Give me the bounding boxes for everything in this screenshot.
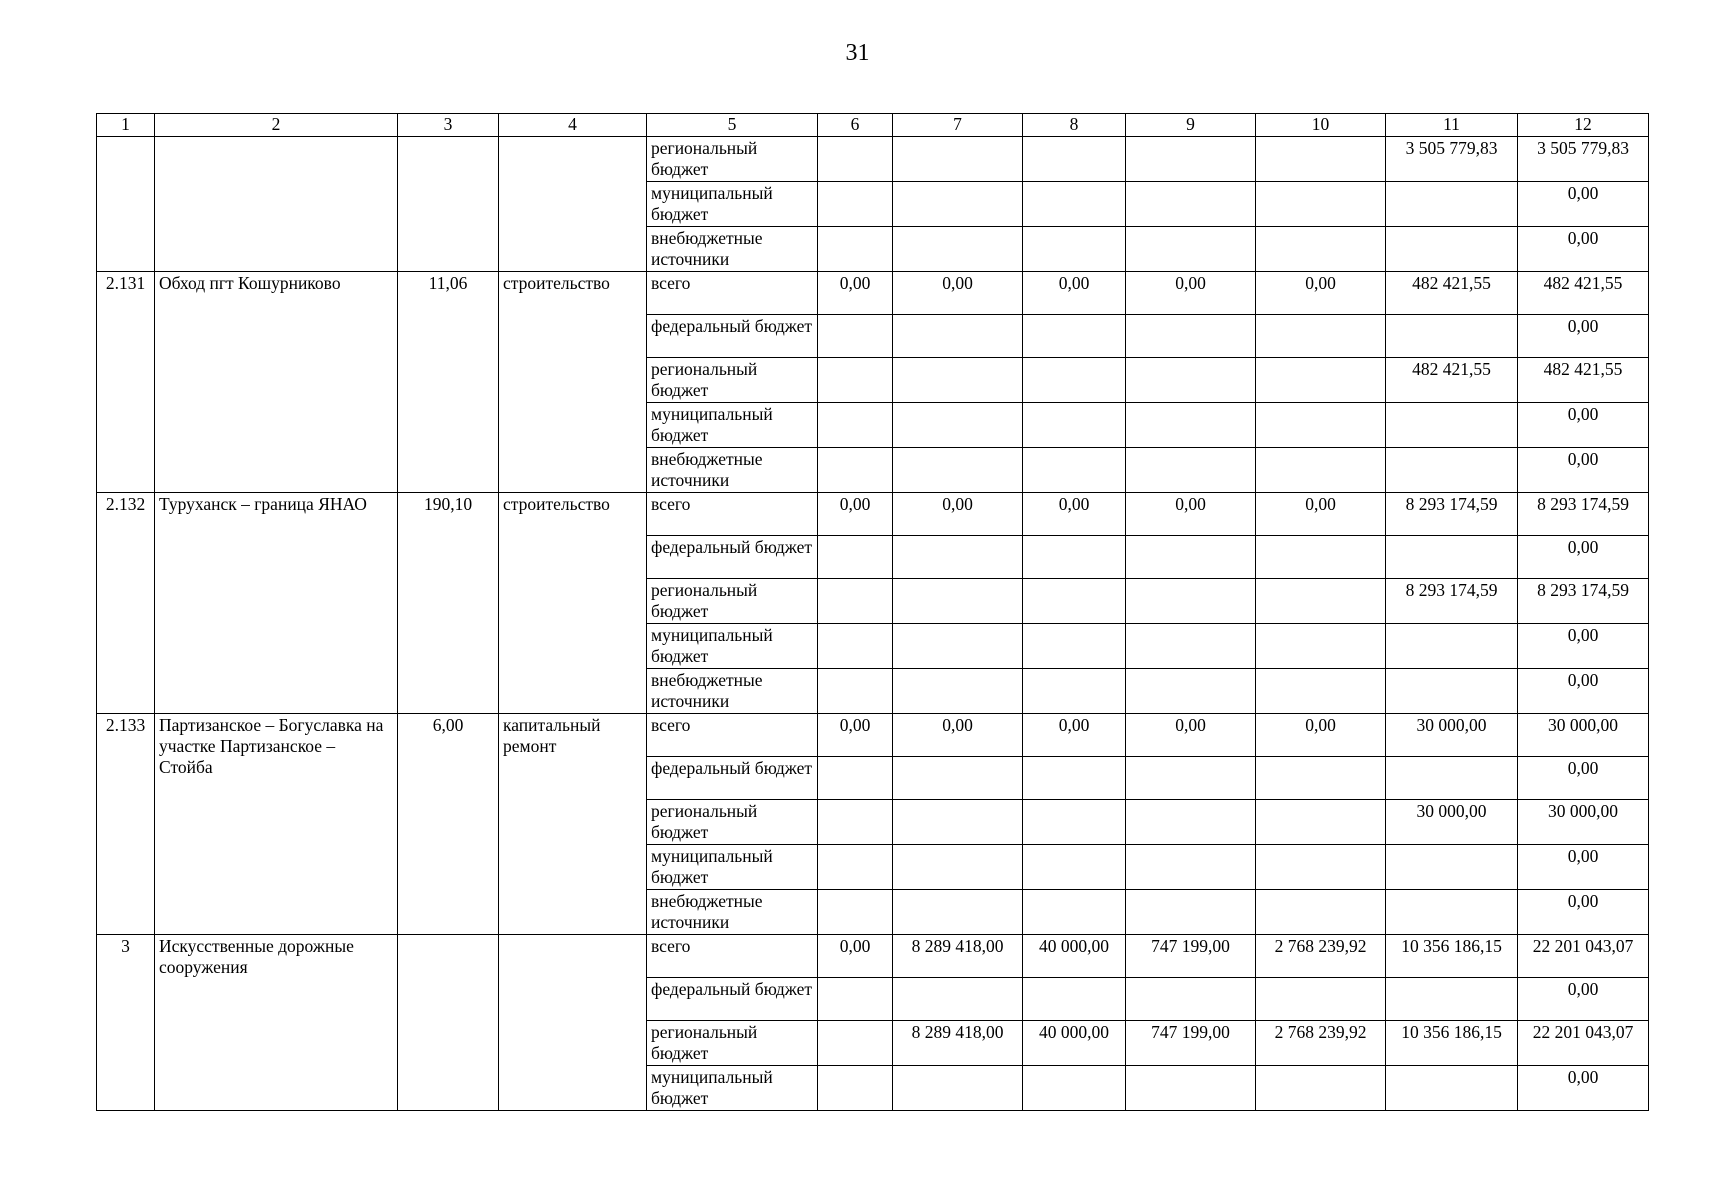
amount-cell-11: 482 421,55: [1386, 358, 1518, 403]
column-header: 8: [1023, 114, 1126, 137]
funding-source-cell: федеральный бюджет: [647, 757, 818, 800]
amount-cell-8: [1023, 624, 1126, 669]
amount-cell-10: [1256, 579, 1386, 624]
funding-source-cell: муниципальный бюджет: [647, 624, 818, 669]
funding-source-cell: внебюджетные источники: [647, 669, 818, 714]
amount-cell-12: 0,00: [1518, 536, 1649, 579]
amount-cell-11: 10 356 186,15: [1386, 1021, 1518, 1066]
amount-cell-11: [1386, 890, 1518, 935]
amount-cell-9: 0,00: [1126, 714, 1256, 757]
amount-cell-9: 0,00: [1126, 272, 1256, 315]
funding-source-cell: региональный бюджет: [647, 579, 818, 624]
amount-cell-12: 0,00: [1518, 890, 1649, 935]
amount-cell-11: [1386, 403, 1518, 448]
object-name-cell: Партизанское – Богуславка на участке Партизанское – Стойба: [155, 714, 398, 935]
amount-cell-7: [893, 1066, 1023, 1111]
amount-cell-6: [818, 358, 893, 403]
amount-cell-6: [818, 315, 893, 358]
amount-cell-11: [1386, 1066, 1518, 1111]
amount-cell-12: 8 293 174,59: [1518, 493, 1649, 536]
amount-cell-12: 22 201 043,07: [1518, 935, 1649, 978]
amount-cell-9: [1126, 845, 1256, 890]
amount-cell-6: [818, 579, 893, 624]
amount-cell-12: 0,00: [1518, 845, 1649, 890]
amount-cell-6: [818, 624, 893, 669]
funding-source-cell: муниципальный бюджет: [647, 182, 818, 227]
amount-cell-11: [1386, 536, 1518, 579]
length-cell: 190,10: [398, 493, 499, 714]
work-type-cell: строительство: [499, 272, 647, 493]
amount-cell-10: [1256, 137, 1386, 182]
funding-source-cell: региональный бюджет: [647, 137, 818, 182]
work-type-cell: [499, 935, 647, 1111]
amount-cell-7: [893, 536, 1023, 579]
amount-cell-11: 8 293 174,59: [1386, 579, 1518, 624]
amount-cell-8: [1023, 182, 1126, 227]
amount-cell-8: [1023, 358, 1126, 403]
amount-cell-9: [1126, 182, 1256, 227]
amount-cell-6: [818, 1021, 893, 1066]
item-number-cell: 3: [97, 935, 155, 1111]
length-cell: 11,06: [398, 272, 499, 493]
length-cell: [398, 935, 499, 1111]
column-header: 11: [1386, 114, 1518, 137]
amount-cell-7: [893, 757, 1023, 800]
amount-cell-10: 0,00: [1256, 493, 1386, 536]
amount-cell-8: [1023, 757, 1126, 800]
amount-cell-12: 0,00: [1518, 669, 1649, 714]
amount-cell-10: [1256, 315, 1386, 358]
amount-cell-8: 40 000,00: [1023, 935, 1126, 978]
amount-cell-11: [1386, 845, 1518, 890]
page-number: 31: [845, 40, 870, 66]
amount-cell-8: [1023, 845, 1126, 890]
column-header: 6: [818, 114, 893, 137]
amount-cell-11: 30 000,00: [1386, 800, 1518, 845]
amount-cell-12: 30 000,00: [1518, 714, 1649, 757]
amount-cell-7: 0,00: [893, 493, 1023, 536]
amount-cell-10: [1256, 978, 1386, 1021]
amount-cell-6: [818, 137, 893, 182]
amount-cell-7: [893, 624, 1023, 669]
amount-cell-9: [1126, 978, 1256, 1021]
amount-cell-7: [893, 978, 1023, 1021]
amount-cell-8: [1023, 579, 1126, 624]
amount-cell-7: [893, 403, 1023, 448]
funding-source-cell: всего: [647, 935, 818, 978]
amount-cell-10: 2 768 239,92: [1256, 1021, 1386, 1066]
amount-cell-8: 0,00: [1023, 493, 1126, 536]
amount-cell-8: [1023, 227, 1126, 272]
funding-source-cell: региональный бюджет: [647, 358, 818, 403]
amount-cell-10: [1256, 845, 1386, 890]
funding-source-cell: муниципальный бюджет: [647, 1066, 818, 1111]
amount-cell-10: 0,00: [1256, 714, 1386, 757]
object-name-cell: Обход пгт Кошурниково: [155, 272, 398, 493]
amount-cell-8: 0,00: [1023, 272, 1126, 315]
amount-cell-12: 0,00: [1518, 448, 1649, 493]
amount-cell-12: 30 000,00: [1518, 800, 1649, 845]
amount-cell-11: [1386, 757, 1518, 800]
column-number-row: [97, 114, 1649, 137]
amount-cell-12: 3 505 779,83: [1518, 137, 1649, 182]
amount-cell-9: [1126, 358, 1256, 403]
amount-cell-9: 0,00: [1126, 493, 1256, 536]
amount-cell-11: [1386, 669, 1518, 714]
amount-cell-8: [1023, 800, 1126, 845]
amount-cell-12: 0,00: [1518, 757, 1649, 800]
column-header: 3: [398, 114, 499, 137]
table-row: [97, 714, 1649, 757]
funding-source-cell: федеральный бюджет: [647, 978, 818, 1021]
amount-cell-10: [1256, 1066, 1386, 1111]
amount-cell-8: [1023, 978, 1126, 1021]
amount-cell-12: 0,00: [1518, 182, 1649, 227]
amount-cell-8: [1023, 403, 1126, 448]
amount-cell-6: [818, 403, 893, 448]
funding-source-cell: федеральный бюджет: [647, 315, 818, 358]
amount-cell-7: [893, 315, 1023, 358]
amount-cell-12: 482 421,55: [1518, 358, 1649, 403]
amount-cell-11: [1386, 624, 1518, 669]
amount-cell-6: [818, 182, 893, 227]
amount-cell-7: [893, 137, 1023, 182]
amount-cell-8: 40 000,00: [1023, 1021, 1126, 1066]
amount-cell-9: [1126, 137, 1256, 182]
table-row: [97, 272, 1649, 315]
amount-cell-6: [818, 669, 893, 714]
funding-source-cell: муниципальный бюджет: [647, 403, 818, 448]
budget-table: [96, 113, 1649, 1111]
item-number-cell: 2.133: [97, 714, 155, 935]
column-header: 1: [97, 114, 155, 137]
amount-cell-10: [1256, 890, 1386, 935]
table-row: [97, 493, 1649, 536]
amount-cell-6: [818, 536, 893, 579]
amount-cell-12: 0,00: [1518, 227, 1649, 272]
length-cell: 6,00: [398, 714, 499, 935]
amount-cell-6: 0,00: [818, 493, 893, 536]
amount-cell-6: [818, 800, 893, 845]
amount-cell-9: [1126, 227, 1256, 272]
amount-cell-7: [893, 227, 1023, 272]
amount-cell-10: [1256, 227, 1386, 272]
amount-cell-12: 482 421,55: [1518, 272, 1649, 315]
amount-cell-8: [1023, 669, 1126, 714]
work-type-cell: строительство: [499, 493, 647, 714]
amount-cell-10: [1256, 182, 1386, 227]
object-name-cell: Искусственные дорожные сооружения: [155, 935, 398, 1111]
amount-cell-8: [1023, 536, 1126, 579]
amount-cell-7: [893, 358, 1023, 403]
amount-cell-6: [818, 448, 893, 493]
amount-cell-8: [1023, 890, 1126, 935]
table-row: [97, 137, 1649, 182]
column-header: 10: [1256, 114, 1386, 137]
amount-cell-12: 0,00: [1518, 315, 1649, 358]
funding-source-cell: всего: [647, 272, 818, 315]
column-header: 12: [1518, 114, 1649, 137]
amount-cell-10: [1256, 448, 1386, 493]
funding-source-cell: внебюджетные источники: [647, 890, 818, 935]
amount-cell-8: [1023, 448, 1126, 493]
amount-cell-6: [818, 227, 893, 272]
item-number-cell: [97, 137, 155, 272]
amount-cell-6: 0,00: [818, 272, 893, 315]
column-header: 7: [893, 114, 1023, 137]
amount-cell-7: 0,00: [893, 272, 1023, 315]
amount-cell-9: [1126, 757, 1256, 800]
amount-cell-12: 0,00: [1518, 403, 1649, 448]
amount-cell-9: [1126, 448, 1256, 493]
amount-cell-10: [1256, 358, 1386, 403]
amount-cell-7: [893, 448, 1023, 493]
amount-cell-6: [818, 845, 893, 890]
amount-cell-6: [818, 890, 893, 935]
amount-cell-7: [893, 579, 1023, 624]
amount-cell-6: 0,00: [818, 935, 893, 978]
funding-source-cell: всего: [647, 493, 818, 536]
amount-cell-9: [1126, 315, 1256, 358]
amount-cell-9: [1126, 624, 1256, 669]
column-header: 5: [647, 114, 818, 137]
table-body: [97, 137, 1649, 1111]
amount-cell-8: [1023, 1066, 1126, 1111]
amount-cell-11: 30 000,00: [1386, 714, 1518, 757]
funding-source-cell: муниципальный бюджет: [647, 845, 818, 890]
work-type-cell: капитальный ремонт: [499, 714, 647, 935]
amount-cell-9: [1126, 536, 1256, 579]
amount-cell-11: 8 293 174,59: [1386, 493, 1518, 536]
funding-source-cell: федеральный бюджет: [647, 536, 818, 579]
funding-source-cell: региональный бюджет: [647, 1021, 818, 1066]
table-row: [97, 935, 1649, 978]
funding-source-cell: всего: [647, 714, 818, 757]
amount-cell-12: 8 293 174,59: [1518, 579, 1649, 624]
amount-cell-6: [818, 978, 893, 1021]
amount-cell-7: 8 289 418,00: [893, 1021, 1023, 1066]
amount-cell-6: [818, 757, 893, 800]
amount-cell-10: [1256, 800, 1386, 845]
column-header: 9: [1126, 114, 1256, 137]
amount-cell-7: 0,00: [893, 714, 1023, 757]
amount-cell-11: [1386, 227, 1518, 272]
amount-cell-10: [1256, 403, 1386, 448]
amount-cell-7: 8 289 418,00: [893, 935, 1023, 978]
amount-cell-8: 0,00: [1023, 714, 1126, 757]
item-number-cell: 2.132: [97, 493, 155, 714]
amount-cell-9: [1126, 579, 1256, 624]
amount-cell-9: 747 199,00: [1126, 935, 1256, 978]
amount-cell-8: [1023, 315, 1126, 358]
funding-source-cell: внебюджетные источники: [647, 448, 818, 493]
amount-cell-10: 2 768 239,92: [1256, 935, 1386, 978]
amount-cell-6: [818, 1066, 893, 1111]
amount-cell-10: [1256, 624, 1386, 669]
amount-cell-9: [1126, 669, 1256, 714]
object-name-cell: [155, 137, 398, 272]
amount-cell-11: [1386, 448, 1518, 493]
amount-cell-10: 0,00: [1256, 272, 1386, 315]
amount-cell-9: [1126, 800, 1256, 845]
amount-cell-12: 0,00: [1518, 1066, 1649, 1111]
amount-cell-12: 0,00: [1518, 624, 1649, 669]
amount-cell-11: 10 356 186,15: [1386, 935, 1518, 978]
column-header: 2: [155, 114, 398, 137]
amount-cell-11: [1386, 978, 1518, 1021]
object-name-cell: Туруханск – граница ЯНАО: [155, 493, 398, 714]
amount-cell-9: [1126, 890, 1256, 935]
amount-cell-11: 3 505 779,83: [1386, 137, 1518, 182]
amount-cell-7: [893, 669, 1023, 714]
amount-cell-7: [893, 845, 1023, 890]
amount-cell-9: [1126, 403, 1256, 448]
funding-source-cell: внебюджетные источники: [647, 227, 818, 272]
amount-cell-12: 0,00: [1518, 978, 1649, 1021]
amount-cell-10: [1256, 757, 1386, 800]
column-header: 4: [499, 114, 647, 137]
amount-cell-6: 0,00: [818, 714, 893, 757]
amount-cell-11: [1386, 315, 1518, 358]
amount-cell-10: [1256, 669, 1386, 714]
amount-cell-11: 482 421,55: [1386, 272, 1518, 315]
amount-cell-9: 747 199,00: [1126, 1021, 1256, 1066]
amount-cell-7: [893, 890, 1023, 935]
work-type-cell: [499, 137, 647, 272]
amount-cell-10: [1256, 536, 1386, 579]
funding-source-cell: региональный бюджет: [647, 800, 818, 845]
amount-cell-7: [893, 800, 1023, 845]
amount-cell-8: [1023, 137, 1126, 182]
amount-cell-9: [1126, 1066, 1256, 1111]
length-cell: [398, 137, 499, 272]
item-number-cell: 2.131: [97, 272, 155, 493]
amount-cell-11: [1386, 182, 1518, 227]
amount-cell-7: [893, 182, 1023, 227]
amount-cell-12: 22 201 043,07: [1518, 1021, 1649, 1066]
